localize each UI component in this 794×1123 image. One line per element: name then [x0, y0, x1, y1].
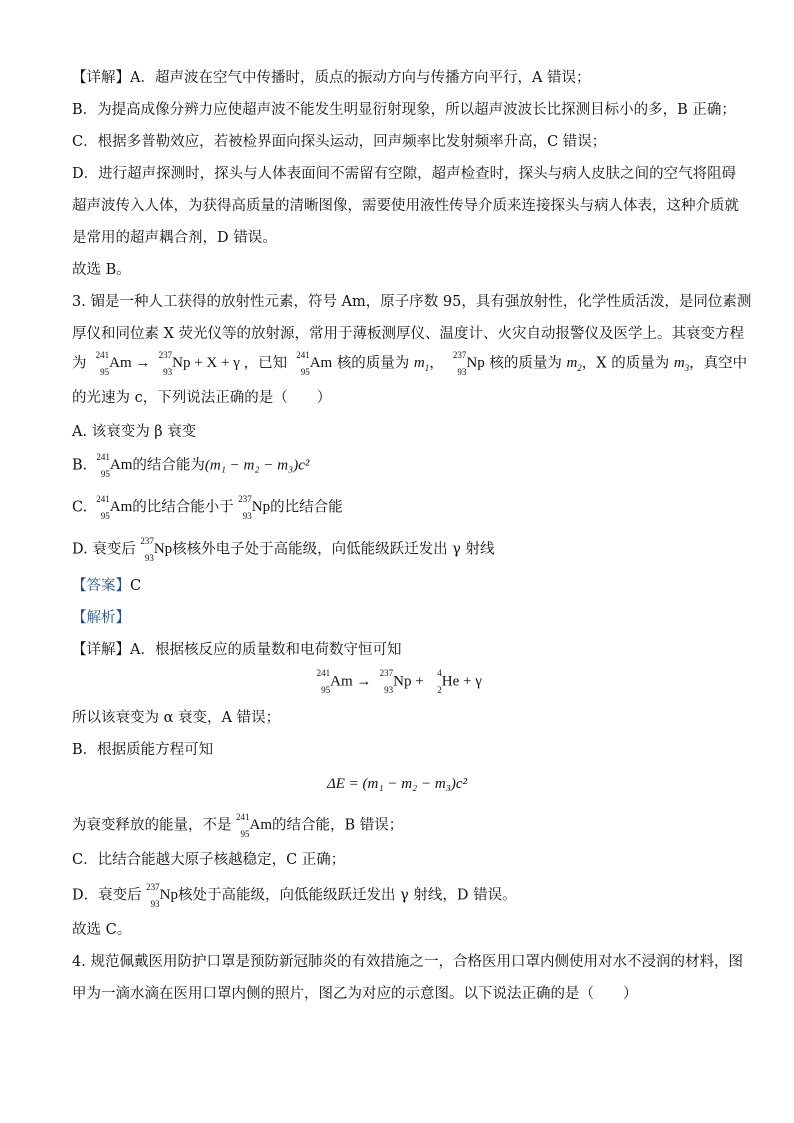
q3-answer	[72, 576, 141, 596]
q2-line-3: C．根据多普勒效应，若被检界面向探头运动，回声频率比发射频率升高，C 错误；	[72, 134, 607, 150]
q3-stem-line-1: 3. 镅是一种人工获得的放射性元素，符号 Am，原子序数 95，具有强放射性，化学性质活泼，是同位素测	[72, 294, 752, 310]
q3-detail-3: B．根据质能方程可知	[72, 742, 214, 758]
q3-analysis-label: 【解析】	[72, 610, 130, 626]
q3-stem-line-4: 的光速为 c，下列说法正确的是（ ）	[72, 390, 332, 406]
q3-detail-5: C．比结合能越大原子核越稳定，C 正确；	[72, 852, 346, 868]
q3-stem-line-3: 为 241 95 Am → 237 93 Np + X + γ ，已知 241 95 Am 核的质量为 $m_1$， 237 93 Np 核的质量为 $m_2$，X 的质量为 $m_3$，真空中	[72, 350, 748, 377]
mass-energy-equation: ΔE = (m₁ − m₂ − m₃)c²	[326, 776, 468, 792]
decay-equation: 241 95 Am → 237 93 Np + X + γ	[95, 350, 240, 377]
q3-detail-4: 为衰变释放的能量，不是 241 95 Am的结合能，B 错误；	[72, 812, 404, 839]
q3-detail-2: 所以该衰变为 α 衰变，A 错误；	[72, 710, 281, 726]
answer-label: 【答案】	[72, 578, 130, 594]
q2-line-1: 【详解】A．超声波在空气中传播时，质点的振动方向与传播方向平行，A 错误；	[72, 70, 591, 86]
q3-detail-6: D．衰变后 237 93 Np核处于高能级，向低能级跃迁发出 γ 射线，D 错误。	[72, 882, 517, 909]
q2-conclusion: 故选 B。	[72, 262, 131, 278]
q3-option-a: A. 该衰变为 β 衰变	[72, 424, 197, 440]
q4-stem-line-1: 4. 规范佩戴医用防护口罩是预防新冠肺炎的有效措施之一，合格医用口罩内侧使用对水不浸润的材料，图	[72, 954, 743, 970]
q3-option-c: C. 241 95 Am的比结合能小于 237 93 Np的比结合能	[72, 494, 343, 521]
q2-line-4: D．进行超声探测时，探头与人体表面间不需留有空隙，超声检查时，探头与病人皮肤之间的空气将阻碍	[72, 166, 737, 182]
answer-value: C	[130, 578, 142, 594]
q3-stem-line-2: 厚仪和同位素 X 荧光仪等的放射源，常用于薄板测厚仪、温度计、火灾自动报警仪及医学上。其衰变方程	[72, 326, 745, 342]
q2-line-2: B．为提高成像分辨力应使超声波不能发生明显衍射现象，所以超声波波长比探测目标小的多，B 正确；	[72, 102, 736, 118]
q4-stem-line-2: 甲为一滴水滴在医用口罩内侧的照片，图乙为对应的示意图。以下说法正确的是（ ）	[72, 986, 638, 1002]
q3-conclusion: 故选 C。	[72, 922, 132, 938]
decay-equation-centered: 241 95 Am → 237 93 Np + 4 2 He + γ	[316, 668, 482, 695]
q3-detail-1: 【详解】A．根据核反应的质量数和电荷数守恒可知	[72, 642, 402, 658]
q2-line-5: 超声波传入人体，为获得高质量的清晰图像，需要使用液性传导介质来连接探头与病人体表，这种介质就	[72, 198, 739, 214]
q3-option-d: D. 衰变后 237 93 Np核核外电子处于高能级，向低能级跃迁发出 γ 射线	[72, 536, 495, 563]
q3-option-b: B. 241 95 Am的结合能为(m₁ − m₂ − m₃)c²	[72, 452, 310, 479]
q2-line-6: 是常用的超声耦合剂，D 错误。	[72, 230, 277, 246]
